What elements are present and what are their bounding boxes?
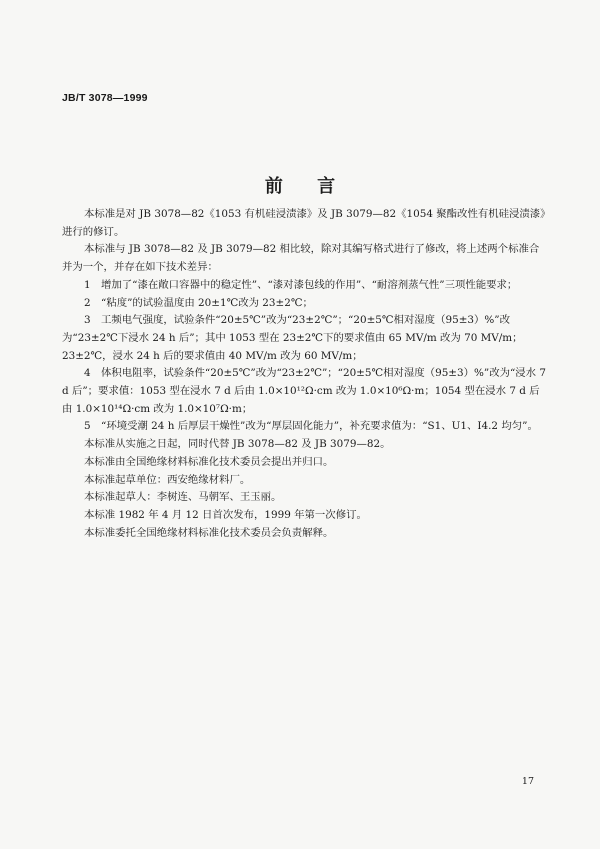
list-item-difference-4: 4 体积电阻率，试验条件“20±5℃”改为“23±2℃”；“20±5℃相对湿度（95±3）%”改为“浸水 7 d 后”；要求值：1053 型在浸水 7 d 后由 1.0×10¹²Ω·cm 改为 1.0×10⁶Ω·m；1054 型在浸水 7 d 后由 1.0×10¹⁴Ω·cm 改为 1.0×10⁷Ω·m； xyxy=(62,367,546,415)
paragraph-revision-basis: 本标准是对 JB 3078—82《1053 有机硅浸渍漆》及 JB 3079—82《1054 聚酯改性有机硅浸渍漆》进行的修订。 xyxy=(62,208,546,238)
paragraph-comparison: 本标准与 JB 3078—82 及 JB 3079—82 相比较，除对其编写格式进行了修改，将上述两个标准合并为一个，并存在如下技术差异： xyxy=(62,243,540,274)
paragraph-drafting-unit: 本标准起草单位：西安绝缘材料厂。 xyxy=(84,473,251,486)
list-item-difference-1: 1 增加了“漆在敞口容器中的稳定性”、“漆对漆包线的作用”、“耐溶剂蒸气性”三项性能要求； xyxy=(84,278,518,291)
list-item-difference-5: 5 “环境受潮 24 h 后厚层干燥性”改为“厚层固化能力”，补充要求值为：“S1、U1、I4.2 均匀”。 xyxy=(84,420,538,433)
list-item-difference-2: 2 “粘度”的试验温度由 20±1℃改为 23±2℃； xyxy=(84,296,313,309)
foreword-body xyxy=(62,206,546,542)
page-title: 前 言 xyxy=(264,176,350,197)
paragraph-interpretation: 本标准委托全国绝缘材料标准化技术委员会负责解释。 xyxy=(84,526,334,539)
standard-code: JB/T 3078—1999 xyxy=(62,92,148,104)
paragraph-proposer: 本标准由全国绝缘材料标准化技术委员会提出并归口。 xyxy=(84,455,334,468)
paragraph-drafters: 本标准起草人：李树连、马朝军、王玉丽。 xyxy=(84,491,282,504)
list-item-difference-3: 3 工频电气强度，试验条件“20±5℃”改为“23±2℃”；“20±5℃相对湿度（95±3）%”改为“23±2℃下浸水 24 h 后”；其中 1053 型在 23±2℃下的要求值由 65 MV/m 改为 70 MV/m；23±2℃，浸水 24 h 后的要求值由 40 MV/m 改为 60 MV/m； xyxy=(62,314,523,362)
paragraph-publication-history: 本标准 1982 年 4 月 12 日首次发布，1999 年第一次修订。 xyxy=(84,508,367,521)
paragraph-replacement: 本标准从实施之日起，同时代替 JB 3078—82 及 JB 3079—82。 xyxy=(84,438,391,451)
page-number: 17 xyxy=(521,776,534,787)
